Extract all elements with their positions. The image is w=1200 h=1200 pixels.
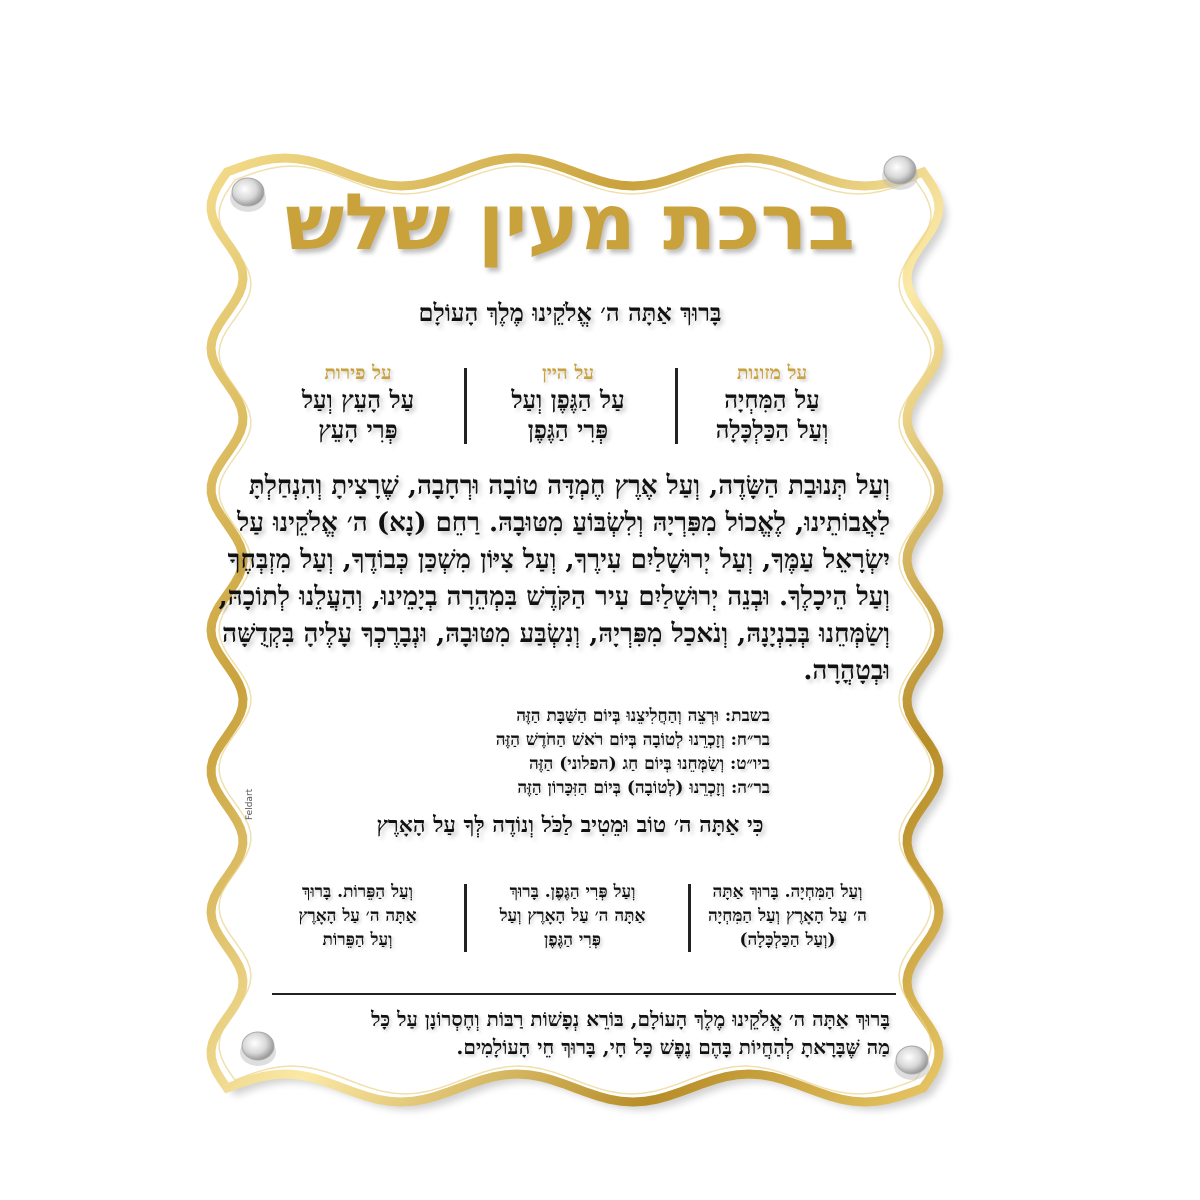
main-paragraph [218,468,890,690]
borei-nefashot [250,1005,890,1061]
column-heading: על מזונות [736,362,808,384]
paragraph-line: וְעַל הֵיכָלֶךָ. וּבְנֵה יְרוּשָׁלַיִם עִיר הַקֹּדֶשׁ בִּמְהֵרָה בְיָמֵינוּ, וְהַעֲלֵנוּ לְתוֹכָהּ, [218,582,890,612]
ending-line: אַתָּה ה׳ עַל הָאָרֶץ [298,906,417,926]
column-line: עַל הַגֶּפֶן וְעַל [511,385,625,414]
closing-line: מַה שֶּׁבָּרָאתָ לְהַחֲיוֹת בָּהֶם נֶפֶשׁ כָּל חָי, בָּרוּךְ חֵי הָעוֹלָמִים. [456,1035,890,1059]
ending-divider [688,884,691,952]
ending-line: וְעַל פְּרִי הַגֶּפֶן. בָּרוּךְ [509,882,636,902]
section-divider [272,993,896,995]
ending-fruits [260,880,455,952]
ending-divider [464,884,467,952]
closing-line: בָּרוּךְ אַתָּה ה׳ אֱלֹקֵינוּ מֶלֶךְ הָעוֹלָם, בּוֹרֵא נְפָשׁוֹת רַבּוֹת וְחֶסְרוֹנָן עַל כָּל [371,1007,890,1031]
brand-mark: Feldart [245,788,255,820]
special-day-line: בשבת: וּרְצֵה וְהַחֲלִיצֵנוּ בְּיוֹם הַשַּׁבָּת הַזֶּה [516,706,770,726]
plaque-title: ברכת מעין שלש [285,178,855,268]
opening-blessing: בָּרוּךְ אַתָּה ה׳ אֱלֹקֵינוּ מֶלֶךְ הָעוֹלָם [418,298,722,327]
ending-line: ה׳ עַל הָאָרֶץ וְעַל הַמִּחְיָה [708,906,867,926]
special-day-line: ביו״ט: וְשַׂמְּחֵנוּ בְּיוֹם חַג (הפלוני) הַזֶּה [529,754,770,774]
ending-line: וְעַל הַפֵּרוֹת. בָּרוּךְ [301,882,413,902]
column-line: עַל הַמִּחְיָה [724,385,820,414]
standoff-pin-bottom-right [894,1046,930,1080]
standoff-pin-top-left [230,178,266,212]
ending-line: וְעַל הַמִּחְיָה. בָּרוּךְ אַתָּה [712,882,863,902]
special-days-inserts [330,704,770,800]
paragraph-line: לַאֲבוֹתֵינוּ, לֶאֱכוֹל מִפִּרְיָהּ וְלִשְׂבּוֹעַ מִטּוּבָהּ. רַחֵם (נָא) ה׳ אֱלֹקֵינוּ עַל [237,508,890,538]
paragraph-line: יִשְׂרָאֵל עַמֶּךָ, וְעַל יְרוּשָׁלַיִם עִירֶךָ, וְעַל צִיּוֹן מִשְׁכַּן כְּבוֹדֶךָ, וְעַל מִזְבְּחֶךָ [227,545,890,575]
paragraph-line: וְשַׂמְּחֵנוּ בְּבִנְיָנָהּ, וְנֹאכַל מִפִּרְיָהּ, וְנִשְׂבַּע מִטּוּבָהּ, וּנְבָרֶכְךָ עָלֶיהָ בִּקְדֻשָּׁה [222,619,890,649]
ending-line: וְעַל הַפֵּרוֹת [322,930,393,950]
paragraph-line: וְעַל תְּנוּבַת הַשָּׂדֶה, וְעַל אֶרֶץ חֶמְדָּה טוֹבָה וּרְחָבָה, שֶׁרָצִיתָ וְהִנְחַלְתָּ [248,471,890,501]
paragraph-line: וּבְטָהֳרָה. [803,656,890,686]
column-heading: על פירות [324,362,392,384]
ki-ata-line: כִּי אַתָּה ה׳ טוֹב וּמֵטִיב לַכֹּל וְנוֹדֶה לְּךָ עַל הָאָרֶץ [376,812,764,838]
ending-line: פְּרִי הַגֶּפֶן [544,930,601,950]
special-day-line: בר״ח: וְזָכְרֵנוּ לְטוֹבָה בְּיוֹם רֹאשׁ הַחֹדֶשׁ הַזֶּה [495,730,770,750]
ending-line: (וְעַל הַכַּלְכָּלָה) [739,930,836,950]
column-line: וְעַל הַכַּלְכָּלָה [715,415,829,444]
ending-mezonot [690,880,885,952]
column-line: פְּרִי הָעֵץ [318,415,398,444]
column-fruits [248,362,468,445]
column-wine [458,362,678,445]
column-mezonot [662,362,882,445]
column-line: פְּרִי הַגֶּפֶן [527,415,609,444]
ending-line: אַתָּה ה׳ עַל הָאָרֶץ וְעַל [499,906,646,926]
special-day-line: בר״ה: וְזָכְרֵנוּ (לְטוֹבָה) בְּיוֹם הַזִּכָּרוֹן הַזֶּה [517,778,770,798]
ending-wine [475,880,670,952]
column-heading: על היין [542,362,594,384]
column-line: עַל הָעֵץ וְעַל [301,385,415,414]
standoff-pin-top-right [882,156,918,190]
